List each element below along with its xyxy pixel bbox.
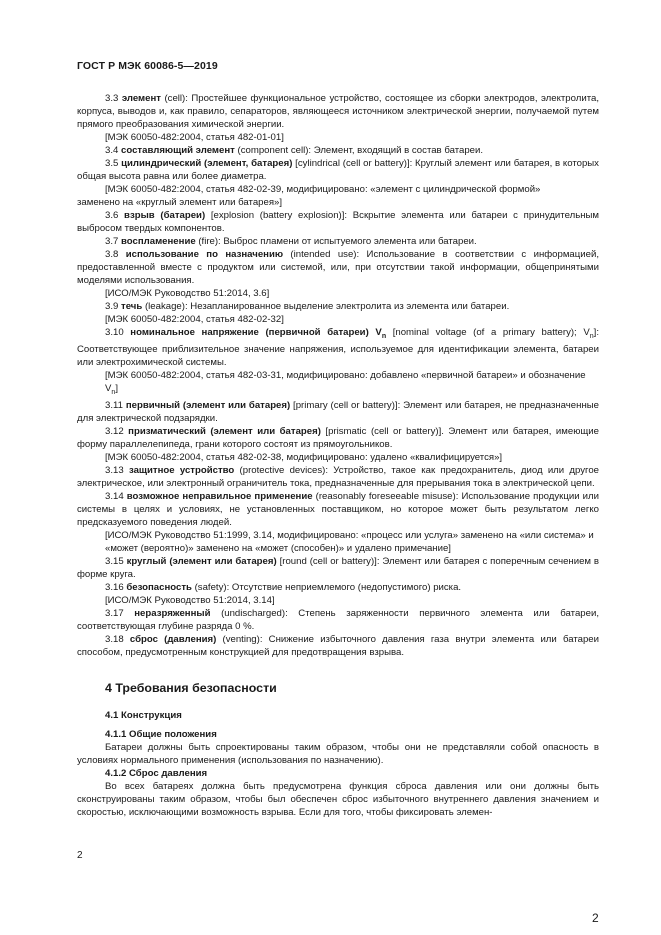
term-number: 3.8 [105,249,126,260]
subscript: n [111,388,116,396]
subsubsection-title: 4.1.1 Общие положения [105,728,217,740]
reference-note [77,313,599,326]
term-name: первичный (элемент или батарея) [125,399,291,411]
term-definition [77,326,599,369]
term-description: (venting): Снижение избыточного давления газа внутри элемента или батареи способом, предусмотренным конструкцией для предотвращения взрыва. [77,633,599,658]
terms-list [77,92,599,659]
term-number: 3.13 [105,464,129,476]
term-number: 3.9 [105,301,122,312]
term-name: составляющий элемент [121,145,235,156]
term-number: 3.17 [105,607,135,619]
term-number: 3.3 [105,93,122,104]
term-name: воспламенение [121,236,196,247]
subsection-title: 4.1 Конструкция [105,709,182,721]
term-definition [77,144,599,157]
term-definition [77,607,599,633]
reference-note-continuation [77,196,599,209]
term-definition [77,425,599,451]
term-number: 3.11 [105,399,126,411]
term-name: цилиндрический (элемент, батарея) [121,158,293,169]
term-number: 3.7 [105,236,122,247]
term-definition [77,157,599,183]
reference-note [77,369,599,399]
reference-text: [МЭК 60050-482:2004, статья 482-02-38, модифицировано: удалено «квалифицируется»] [105,451,503,463]
term-name: сброс (давления) [129,633,217,645]
term-description: (leakage): Незапланированное выделение электролита из элемента или батареи. [142,301,510,312]
subscript: n [381,332,387,340]
term-name: использование по назначению [125,249,284,260]
term-name: возможное неправильное применение [126,490,313,502]
term-description: (undischarged): Степень заряженности первичного элемента или батареи, соответствующая глубине разряда 0 %. [77,607,599,632]
page-number: 2 [77,850,83,861]
term-description: [cylindrical (cell or battery)]: Круглый элемент или батарея, в которых общая высота равна или более диаметра. [77,158,599,182]
term-name: элемент [121,93,161,104]
term-name: безопасность [126,581,192,593]
document-body [77,92,599,819]
term-definition [77,490,599,529]
term-name: призматический (элемент или батарея) [128,425,321,437]
reference-note [77,529,599,555]
document-header: ГОСТ Р МЭК 60086-5—2019 [77,60,218,72]
term-description: (safety): Отсутствие неприемлемого (недопустимого) риска. [191,581,462,593]
term-definition [77,235,599,248]
reference-note [77,183,599,196]
term-number: 3.4 [105,145,122,156]
term-description: (intended use): Использование в соответствии с информацией, предоставленной вместе с продуктом или системой, или, при отсутствии такой информации, общепринятыми моделями использования. [77,249,599,286]
term-number: 3.6 [105,210,125,221]
reference-note [77,594,599,607]
subsubsection-title: 4.1.2 Сброс давления [105,767,208,779]
term-description: ]: Соответствующее приблизительное значение напряжения, используемое для идентификации элемента, батареи или электрохимической системы. [77,327,599,368]
reference-note [77,287,599,300]
reference-text: [МЭК 60050-482:2004, статья 482-02-32] [105,314,284,325]
reference-text: [ИСО/МЭК Руководство 51:2014, 3.6] [105,288,270,299]
term-number: 3.14 [105,490,127,502]
footer-page-number: 2 [592,911,599,925]
paragraph: Во всех батареях должна быть предусмотрена функция сброса давления или они должны быть сконструированы таким образом, чтобы был обеспечен сброс избыточного внутреннего давления значением и скоростью, исключающими возможность взрыва. Если для того, чтобы фиксировать элемен- [77,780,599,818]
term-description: [nominal voltage (of a primary battery); V [386,327,590,338]
term-description: (reasonably foreseeable misuse): Использование продукции или системы в целях и условиях, не установленных поставщиком, но которое может быть результатом легко предсказуемого поведения людей. [77,490,600,528]
term-number: 3.16 [105,581,127,593]
term-definition [77,555,599,581]
term-name: неразряженный [134,607,211,619]
term-name: взрыв (батареи) [124,210,206,221]
subscript: n [589,332,594,340]
term-description: (cell): Простейшее функциональное устройство, состоящее из сборки электродов, электролита, корпуса, выводов и, как правило, сепараторов, являющееся источником электрической энергии, получаемой путем прямого преобразования химической энергии. [77,93,599,130]
term-number: 3.15 [105,555,127,567]
term-description: (fire): Выброс пламени от испытуемого элемента или батареи. [195,236,477,247]
term-definition [77,209,599,235]
term-name: защитное устройство [128,464,235,476]
term-definition [77,581,599,594]
term-description: [explosion (battery explosion)]: Вскрытие элемента или батареи с принудительным выбросом твердых компонентов. [77,210,599,234]
reference-note [77,131,599,144]
term-description: [round (cell or battery)]: Элемент или батарея с поперечным сечением в форме круга. [77,555,600,580]
term-name: течь [121,301,143,312]
term-name: круглый (элемент или батарея) [126,555,277,567]
term-definition [77,92,599,131]
term-definition [77,399,599,425]
term-description: (component cell): Элемент, входящий в состав батареи. [234,145,484,156]
term-definition [77,248,599,287]
reference-text: [МЭК 60050-482:2004, статья 482-02-39, модифицировано: «элемент с цилиндрической формой» [105,184,541,195]
section-title: 4 Требования безопасности [105,680,277,695]
term-name: номинальное напряжение (первичной батареи) V [130,327,382,338]
paragraph: Батареи должны быть спроектированы таким образом, чтобы они не представляли собой опасность в условиях нормального применения (использования по назначению). [77,741,599,766]
reference-text: [МЭК 60050-482:2004, статья 482-01-01] [105,132,284,143]
reference-text: [ИСО/МЭК Руководство 51:2014, 3.14] [105,594,275,606]
term-description: [prismatic (cell or battery)]. Элемент или батарея, имеющие форму параллелепипеда, грани которого состоят из прямоугольников. [77,425,599,450]
reference-end: ] [115,382,118,394]
term-definition [77,300,599,313]
reference-text: [ИСО/МЭК Руководство 51:1999, 3.14, модифицировано: «процесс или услуга» заменено на «или система» и «может (вероятно)» заменено на «может (способен)» и удалено примечание] [105,529,594,554]
term-definition [77,633,599,659]
term-number: 3.10 [105,327,131,338]
term-definition [77,464,599,490]
term-description: (protective devices): Устройство, такое как предохранитель, диод или другое электрическое, или электронный ограничитель тока, предназначенные для прерывания тока в электрической цепи. [77,464,599,489]
term-description: [primary (cell or battery)]: Элемент или батарея, не предназначенные для электрической подзарядки. [77,399,599,424]
reference-note [77,451,599,464]
term-number: 3.18 [105,633,130,645]
reference-text: [МЭК 60050-482:2004, статья 482-03-31, модифицировано: добавлено «первичной батареи» и обозначение V [105,369,586,394]
term-number: 3.12 [105,425,129,437]
reference-text: заменено на «круглый элемент или батарея»] [77,197,283,208]
term-number: 3.5 [105,158,122,169]
